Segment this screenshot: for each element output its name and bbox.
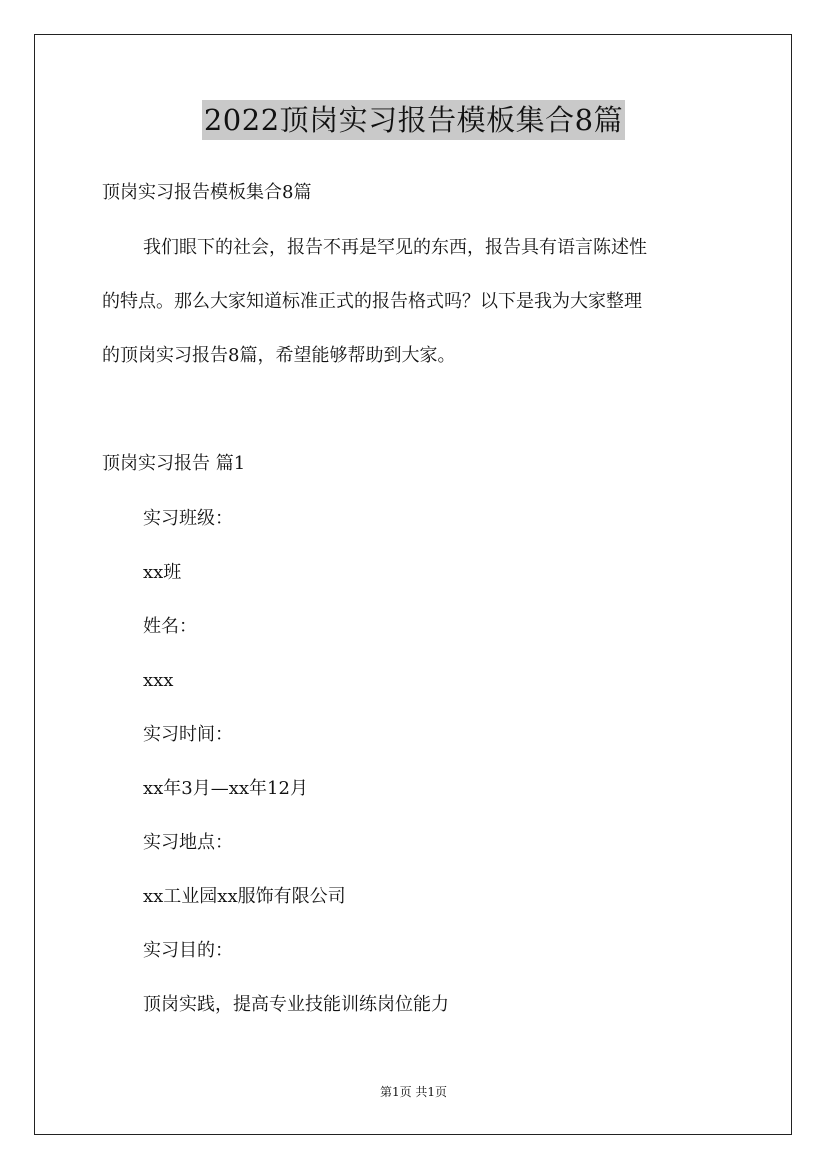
field-name-label: 姓名：	[143, 616, 197, 637]
field-location-label: 实习地点：	[143, 832, 233, 853]
field-time-value: xx年3月—xx年12月	[143, 778, 308, 799]
document-subtitle: 顶岗实习报告模板集合8篇	[102, 182, 312, 203]
field-purpose-value: 顶岗实践，提高专业技能训练岗位能力	[143, 994, 449, 1015]
intro-line-2: 的特点。那么大家知道标准正式的报告格式吗？以下是我为大家整理	[102, 291, 642, 312]
document-title: 2022顶岗实习报告模板集合8篇	[202, 100, 625, 140]
field-time-label: 实习时间：	[143, 724, 233, 745]
field-location-value: xx工业园xx服饰有限公司	[143, 886, 346, 907]
section-heading: 顶岗实习报告 篇1	[102, 453, 246, 474]
field-purpose-label: 实习目的：	[143, 940, 233, 961]
field-name-value: xxx	[143, 670, 174, 691]
intro-line-1: 我们眼下的社会，报告不再是罕见的东西，报告具有语言陈述性	[143, 237, 647, 258]
page-footer: 第1页 共1页	[379, 1085, 448, 1099]
intro-line-3: 的顶岗实习报告8篇，希望能够帮助到大家。	[102, 345, 456, 366]
title-container	[0, 100, 827, 140]
field-class-label: 实习班级：	[143, 508, 233, 529]
field-class-value: xx班	[143, 562, 182, 583]
